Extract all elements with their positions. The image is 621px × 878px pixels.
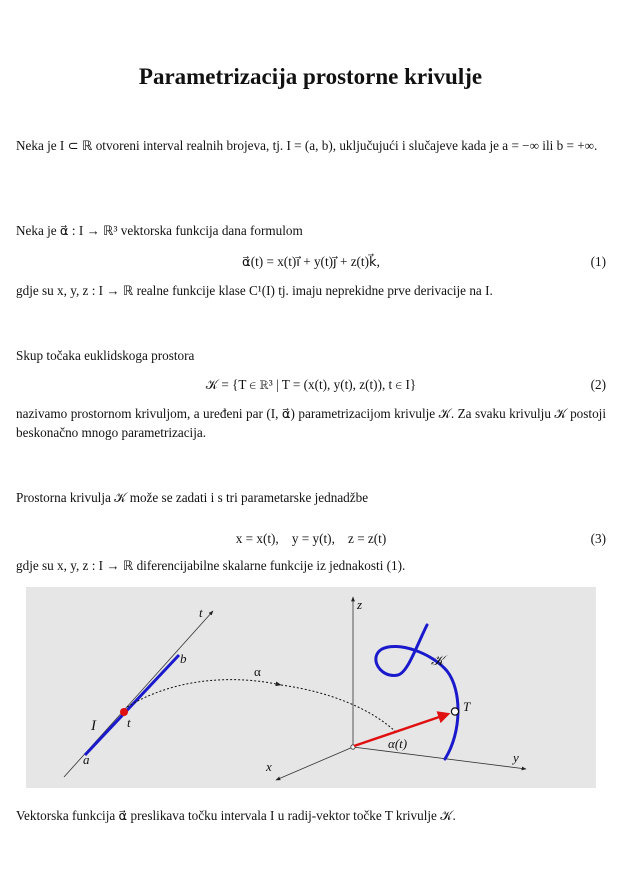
figure-parametrization xyxy=(26,587,596,788)
equation-3-number: (3) xyxy=(590,531,606,546)
label-a: a xyxy=(83,752,90,767)
interval-segment xyxy=(85,655,179,755)
label-t-point: t xyxy=(127,715,131,730)
label-I: I xyxy=(91,718,96,734)
paragraph-real-functions: gdje su x, y, z : I → ℝ realne funkcije klase C¹(I) tj. imaju neprekidne prve derivacije na I. xyxy=(16,283,493,298)
paragraph-point-set: Skup točaka euklidskoga prostora xyxy=(16,348,195,363)
paragraph-interval: Neka je I ⊂ ℝ otvoreni interval realnih brojeva, tj. I = (a, b), uključujući i slučajeve kada je a = −∞ ili b = +∞. xyxy=(16,138,598,153)
label-b: b xyxy=(180,651,187,666)
curve-point-T xyxy=(451,708,458,715)
paragraph-curve-definition: nazivamo prostornom krivuljom, a uređeni par (I, α⃗) parametrizacijom krivulje 𝒦. Za svaku krivulju 𝒦 postoji beskonačno mnogo parametrizacija. xyxy=(16,406,606,440)
label-alpha-t: α(t) xyxy=(388,736,408,751)
paragraph-parametric-equations: Prostorna krivulja 𝒦 može se zadati i s tri parametarske jednadžbe xyxy=(16,490,369,505)
figure-svg xyxy=(26,587,596,788)
equation-3-body: x = x(t), y = y(t), z = z(t) xyxy=(235,531,387,546)
label-x: x xyxy=(266,759,272,774)
paragraph-differentiable: gdje su x, y, z : I → ℝ diferencijabilne skalarne funkcije iz jednakosti (1). xyxy=(16,558,406,573)
paragraph-vector-function: Neka je α⃗ : I → ℝ³ vektorska funkcija dana formulom xyxy=(16,223,303,238)
label-t-axis: t xyxy=(199,605,203,620)
label-y: y xyxy=(513,750,519,765)
equation-1-body: α⃗(t) = x(t)i⃗ + y(t)j⃗ + z(t)k⃗, xyxy=(242,254,380,269)
mapping-arrow-continuation xyxy=(281,685,396,732)
y-axis xyxy=(353,747,526,769)
page-title: Parametrizacija prostorne krivulje xyxy=(138,64,483,89)
label-z: z xyxy=(357,597,363,612)
label-T: T xyxy=(463,699,471,714)
equation-1-number: (1) xyxy=(590,254,606,269)
figure-caption: Vektorska funkcija α⃗ preslikava točku intervala I u radij-vektor točke T krivulje 𝒦. xyxy=(16,808,456,823)
label-alpha: α xyxy=(254,664,261,679)
equation-2-number: (2) xyxy=(590,377,606,392)
equation-2-body: 𝒦 = {T ∈ ℝ³ | T = (x(t), y(t), z(t)), t ∈ I} xyxy=(205,377,417,392)
label-K: 𝒦 xyxy=(431,654,445,669)
x-axis xyxy=(276,747,353,780)
